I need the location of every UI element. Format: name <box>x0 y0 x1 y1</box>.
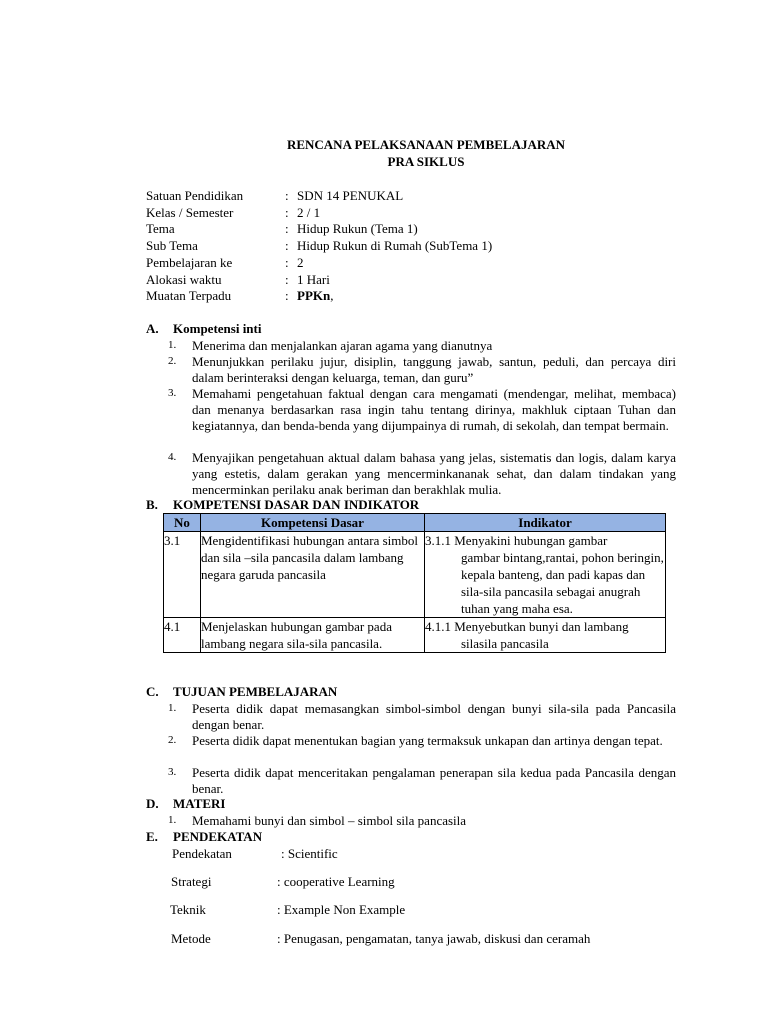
table-row <box>164 618 666 653</box>
list-item <box>168 354 676 386</box>
list-text: Menunjukkan perilaku jujur, disiplin, tanggung jawab, santun, peduli, dan percaya diri dalam berinteraksi dengan keluarga, teman, dan guru” <box>192 354 676 385</box>
list-number: 4. <box>168 451 177 463</box>
section-letter: D. <box>146 796 159 811</box>
identity-value: Hidup Rukun di Rumah (SubTema 1) <box>297 238 493 253</box>
list-number: 1. <box>168 339 177 351</box>
column-header-no: No <box>164 514 201 532</box>
identity-label: Alokasi waktu <box>146 272 222 287</box>
subject-value: PPKn <box>297 288 331 303</box>
cell-kompetensi: Menjelaskan hubungan gambar pada lambang negara sila-sila pancasila. <box>201 618 425 653</box>
identity-colon: : <box>285 205 289 220</box>
list-number: 2. <box>168 734 177 746</box>
indicator-head: 4.1.1 Menyebutkan bunyi dan lambang <box>425 619 629 634</box>
indicator-head: 3.1.1 Menyakini hubungan gambar <box>425 533 608 548</box>
approach-value: : Scientific <box>281 846 338 861</box>
section-letter: C. <box>146 684 159 699</box>
identity-label: Muatan Terpadu <box>146 288 232 303</box>
list-number: 1. <box>168 814 177 826</box>
section-title: Kompetensi inti <box>173 321 262 336</box>
list-item <box>168 386 676 434</box>
list-number: 1. <box>168 702 177 714</box>
list-item <box>168 813 676 829</box>
strategy-value: : cooperative Learning <box>277 874 395 889</box>
section-title: KOMPETENSI DASAR DAN INDIKATOR <box>173 497 420 512</box>
section-title: MATERI <box>173 796 226 811</box>
identity-colon: : <box>285 221 289 236</box>
strategy-label: Strategi <box>171 874 212 889</box>
section-letter: B. <box>146 497 158 512</box>
identity-colon: : <box>285 238 289 253</box>
identity-colon: : <box>285 255 289 270</box>
list-number: 2. <box>168 355 177 367</box>
identity-colon: : <box>285 188 289 203</box>
column-header-kompetensi: Kompetensi Dasar <box>201 514 425 532</box>
list-item <box>168 765 676 797</box>
indicator-text: gambar bintang,rantai, pohon beringin, kepala banteng, dan padi kapas dan sila-sila pancasila sebagai anugrah tuhan yang maha esa. <box>461 550 664 616</box>
section-c-heading <box>146 684 337 700</box>
list-item <box>168 338 676 354</box>
identity-label: Pembelajaran ke <box>146 255 233 270</box>
technique-value: : Example Non Example <box>277 902 406 917</box>
list-text: Peserta didik dapat menceritakan pengalaman penerapan sila kedua pada Pancasila dengan benar. <box>192 765 676 796</box>
identity-label: Sub Tema <box>146 238 198 253</box>
section-e-heading <box>146 829 262 845</box>
table-row <box>164 532 666 618</box>
section-letter: E. <box>146 829 158 844</box>
section-letter: A. <box>146 321 159 336</box>
technique-label: Teknik <box>170 902 206 917</box>
cell-no: 3.1 <box>164 532 201 618</box>
identity-value: Hidup Rukun (Tema 1) <box>297 221 418 236</box>
list-number: 3. <box>168 387 177 399</box>
document-subtitle: PRA SIKLUS <box>387 154 465 169</box>
section-title: PENDEKATAN <box>173 829 263 844</box>
section-d-heading <box>146 796 225 812</box>
list-item <box>168 450 676 498</box>
document-title: RENCANA PELAKSANAAN PEMBELAJARAN <box>286 137 566 152</box>
list-text: Memahami pengetahuan faktual dengan cara mengamati (mendengar, melihat, membaca) dan menanya berdasarkan rasa ingin tahu tentang dirinya, makhluk ciptaan Tuhan dan kegiatannya, dan benda-benda yang dijumpainya di rumah, di sekolah, dan tempat bermain. <box>192 386 676 433</box>
list-item <box>168 701 676 733</box>
section-b-heading <box>146 497 419 513</box>
method-label: Metode <box>171 931 211 946</box>
list-text: Peserta didik dapat memasangkan simbol-simbol dengan bunyi sila-sila pada Pancasila dengan benar. <box>192 701 676 732</box>
list-number: 3. <box>168 766 177 778</box>
method-value: : Penugasan, pengamatan, tanya jawab, diskusi dan ceramah <box>277 931 591 946</box>
table-header-row <box>164 514 666 532</box>
identity-value <box>297 288 333 304</box>
identity-colon: : <box>285 288 289 303</box>
identity-value: 2 <box>297 255 304 270</box>
cell-indikator <box>425 532 666 618</box>
subject-suffix: , <box>330 288 334 303</box>
section-a-heading <box>146 321 261 337</box>
identity-label: Kelas / Semester <box>146 205 234 220</box>
identity-value: 2 / 1 <box>297 205 321 220</box>
cell-indikator <box>425 618 666 653</box>
identity-label: Satuan Pendidikan <box>146 188 244 203</box>
list-text: Peserta didik dapat menentukan bagian yang termaksuk unkapan dan artinya dengan tepat. <box>192 733 663 748</box>
indicator-text: silasila pancasila <box>461 636 549 651</box>
competency-table <box>163 513 666 653</box>
cell-kompetensi: Mengidentifikasi hubungan antara simbol dan sila –sila pancasila dalam lambang negara garuda pancasila <box>201 532 425 618</box>
cell-no: 4.1 <box>164 618 201 653</box>
list-text: Memahami bunyi dan simbol – simbol sila pancasila <box>192 813 467 828</box>
identity-label: Tema <box>146 221 175 236</box>
column-header-indikator: Indikator <box>425 514 666 532</box>
list-text: Menyajikan pengetahuan aktual dalam bahasa yang jelas, sistematis dan logis, dalam karya yang estetis, dalam gerakan yang mencerminkananak sehat, dan dalam tindakan yang mencerminkan perilaku anak beriman dan berakhlak mulia. <box>192 450 676 497</box>
list-text: Menerima dan menjalankan ajaran agama yang dianutnya <box>192 338 493 353</box>
approach-label: Pendekatan <box>172 846 232 861</box>
section-title: TUJUAN PEMBELAJARAN <box>173 684 338 699</box>
identity-colon: : <box>285 272 289 287</box>
identity-value: SDN 14 PENUKAL <box>297 188 404 203</box>
identity-value: 1 Hari <box>297 272 330 287</box>
list-item <box>168 733 676 749</box>
